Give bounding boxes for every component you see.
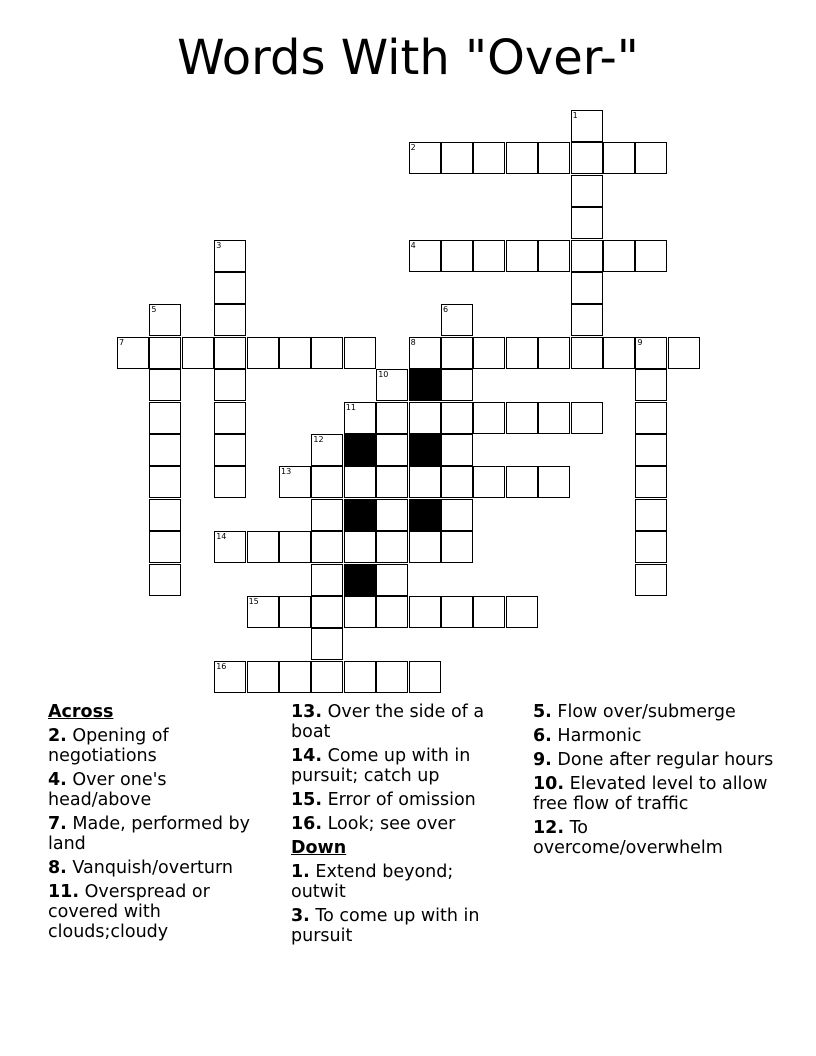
grid-cell[interactable] bbox=[344, 531, 376, 563]
cell-number: 12 bbox=[313, 435, 324, 444]
grid-cell[interactable] bbox=[279, 531, 311, 563]
grid-cell[interactable] bbox=[117, 337, 149, 369]
grid-cell[interactable] bbox=[571, 272, 603, 304]
clue-number: 9. bbox=[533, 750, 552, 770]
grid-cell[interactable] bbox=[441, 434, 473, 466]
grid-cell[interactable] bbox=[214, 531, 246, 563]
grid-cell[interactable] bbox=[473, 240, 505, 272]
grid-cell[interactable] bbox=[441, 499, 473, 531]
clue-across-4 bbox=[48, 770, 268, 810]
grid-cell[interactable] bbox=[409, 661, 441, 693]
grid-cell[interactable] bbox=[571, 207, 603, 239]
grid-cell[interactable] bbox=[473, 596, 505, 628]
grid-cell[interactable] bbox=[214, 304, 246, 336]
grid-cell[interactable] bbox=[409, 240, 441, 272]
grid-cell[interactable] bbox=[506, 402, 538, 434]
grid-cell[interactable] bbox=[635, 369, 667, 401]
grid-cell[interactable] bbox=[214, 272, 246, 304]
grid-block bbox=[409, 499, 441, 531]
clue-across-14 bbox=[291, 746, 511, 786]
grid-cell[interactable] bbox=[311, 564, 343, 596]
clue-number: 1. bbox=[291, 862, 310, 882]
clue-across-11 bbox=[48, 882, 268, 942]
clue-text: Extend beyond; outwit bbox=[291, 862, 454, 902]
clue-number: 6. bbox=[533, 726, 552, 746]
grid-cell[interactable] bbox=[311, 628, 343, 660]
grid-block bbox=[409, 369, 441, 401]
grid-cell[interactable] bbox=[635, 240, 667, 272]
grid-cell[interactable] bbox=[376, 661, 408, 693]
grid-cell[interactable] bbox=[538, 337, 570, 369]
grid-cell[interactable] bbox=[635, 564, 667, 596]
clue-number: 12. bbox=[533, 818, 565, 838]
grid-cell[interactable] bbox=[409, 531, 441, 563]
grid-cell[interactable] bbox=[441, 531, 473, 563]
grid-cell[interactable] bbox=[311, 531, 343, 563]
grid-cell[interactable] bbox=[506, 142, 538, 174]
clue-down-3 bbox=[291, 906, 511, 946]
grid-cell[interactable] bbox=[311, 434, 343, 466]
grid-cell[interactable] bbox=[538, 142, 570, 174]
grid-cell[interactable] bbox=[376, 564, 408, 596]
grid-block bbox=[344, 434, 376, 466]
cell-number: 5 bbox=[151, 305, 157, 315]
grid-cell[interactable] bbox=[247, 337, 279, 369]
clue-text: Come up with in pursuit; catch up bbox=[291, 746, 471, 786]
grid-cell[interactable] bbox=[473, 466, 505, 498]
clue-text: Over the side of a boat bbox=[291, 702, 485, 742]
clue-number: 13. bbox=[291, 702, 323, 722]
clue-number: 16. bbox=[291, 814, 323, 834]
grid-cell[interactable] bbox=[311, 499, 343, 531]
grid-cell[interactable] bbox=[214, 402, 246, 434]
grid-cell[interactable] bbox=[247, 661, 279, 693]
cell-number: 11 bbox=[345, 402, 356, 412]
grid-cell[interactable] bbox=[376, 402, 408, 434]
grid-cell[interactable] bbox=[149, 434, 181, 466]
down-heading: Down bbox=[291, 838, 347, 858]
clue-text: Made, performed by land bbox=[48, 814, 251, 854]
grid-cell[interactable] bbox=[635, 142, 667, 174]
grid-cell[interactable] bbox=[473, 402, 505, 434]
grid-cell[interactable] bbox=[311, 661, 343, 693]
grid-cell[interactable] bbox=[473, 142, 505, 174]
cell-number: 2 bbox=[410, 143, 416, 153]
grid-cell[interactable] bbox=[603, 337, 635, 369]
grid-cell[interactable] bbox=[149, 499, 181, 531]
grid-cell[interactable] bbox=[214, 466, 246, 498]
grid-cell[interactable] bbox=[376, 499, 408, 531]
clue-text: Look; see over bbox=[327, 814, 456, 834]
grid-cell[interactable] bbox=[149, 402, 181, 434]
cell-number: 16 bbox=[216, 661, 227, 671]
clue-number: 5. bbox=[533, 702, 552, 722]
cell-number: 3 bbox=[216, 240, 222, 250]
clue-text: To come up with in pursuit bbox=[291, 906, 480, 946]
clue-text: Over one's head/above bbox=[48, 770, 167, 810]
clue-number: 14. bbox=[291, 746, 323, 766]
grid-cell[interactable] bbox=[473, 337, 505, 369]
grid-cell[interactable] bbox=[182, 337, 214, 369]
grid-cell[interactable] bbox=[635, 402, 667, 434]
clue-text: Error of omission bbox=[327, 790, 476, 810]
grid-cell[interactable] bbox=[409, 466, 441, 498]
grid-cell[interactable] bbox=[571, 304, 603, 336]
grid-cell[interactable] bbox=[376, 531, 408, 563]
clue-across-8 bbox=[48, 858, 268, 878]
grid-cell[interactable] bbox=[279, 661, 311, 693]
grid-cell[interactable] bbox=[506, 466, 538, 498]
clue-across-15 bbox=[291, 790, 511, 810]
clue-number: 15. bbox=[291, 790, 323, 810]
grid-cell[interactable] bbox=[344, 337, 376, 369]
grid-cell[interactable] bbox=[635, 434, 667, 466]
grid-cell[interactable] bbox=[247, 531, 279, 563]
grid-cell[interactable] bbox=[635, 499, 667, 531]
clue-down-6 bbox=[533, 726, 783, 746]
grid-cell[interactable] bbox=[409, 402, 441, 434]
grid-cell[interactable] bbox=[538, 402, 570, 434]
cell-number: 6 bbox=[443, 305, 449, 315]
grid-cell[interactable] bbox=[409, 142, 441, 174]
clue-text: Overspread or covered with clouds;cloudy bbox=[48, 882, 210, 942]
clue-down-12 bbox=[533, 818, 783, 858]
grid-block bbox=[409, 434, 441, 466]
grid-cell[interactable] bbox=[571, 175, 603, 207]
grid-cell[interactable] bbox=[149, 466, 181, 498]
grid-cell[interactable] bbox=[149, 564, 181, 596]
clue-number: 3. bbox=[291, 906, 310, 926]
clue-number: 11. bbox=[48, 882, 80, 902]
clue-across-13 bbox=[291, 702, 511, 742]
grid-cell[interactable] bbox=[311, 337, 343, 369]
grid-cell[interactable] bbox=[279, 337, 311, 369]
grid-cell[interactable] bbox=[506, 596, 538, 628]
grid-block bbox=[344, 564, 376, 596]
puzzle-title: Words With "Over-" bbox=[177, 30, 639, 86]
cell-number: 4 bbox=[410, 240, 416, 250]
grid-cell[interactable] bbox=[571, 402, 603, 434]
grid-cell[interactable] bbox=[635, 337, 667, 369]
grid-cell[interactable] bbox=[344, 466, 376, 498]
grid-cell[interactable] bbox=[376, 369, 408, 401]
clue-text: Flow over/submerge bbox=[557, 702, 736, 722]
grid-cell[interactable] bbox=[635, 466, 667, 498]
grid-cell[interactable] bbox=[247, 596, 279, 628]
cell-number: 9 bbox=[637, 337, 643, 347]
grid-cell[interactable] bbox=[344, 402, 376, 434]
grid-cell[interactable] bbox=[311, 596, 343, 628]
cell-number: 13 bbox=[281, 467, 292, 477]
clues-column-1 bbox=[48, 702, 268, 946]
grid-cell[interactable] bbox=[376, 596, 408, 628]
grid-cell[interactable] bbox=[441, 466, 473, 498]
clue-across-16 bbox=[291, 814, 511, 834]
clue-text: Vanquish/overturn bbox=[72, 858, 233, 878]
grid-cell[interactable] bbox=[214, 661, 246, 693]
clues-column-2 bbox=[291, 702, 511, 950]
clue-down-1 bbox=[291, 862, 511, 902]
grid-cell[interactable] bbox=[441, 402, 473, 434]
grid-cell[interactable] bbox=[571, 337, 603, 369]
cell-number: 1 bbox=[572, 111, 578, 120]
clue-text: Opening of negotiations bbox=[48, 726, 169, 766]
grid-cell[interactable] bbox=[409, 337, 441, 369]
grid-cell[interactable] bbox=[603, 142, 635, 174]
clue-down-5 bbox=[533, 702, 783, 722]
grid-cell[interactable] bbox=[344, 596, 376, 628]
across-heading: Across bbox=[48, 702, 114, 722]
clue-number: 2. bbox=[48, 726, 67, 746]
grid-cell[interactable] bbox=[149, 369, 181, 401]
grid-cell[interactable] bbox=[214, 337, 246, 369]
grid-cell[interactable] bbox=[441, 337, 473, 369]
grid-cell[interactable] bbox=[635, 531, 667, 563]
grid-cell[interactable] bbox=[409, 596, 441, 628]
grid-block bbox=[344, 499, 376, 531]
clue-number: 7. bbox=[48, 814, 67, 834]
grid-cell[interactable] bbox=[506, 240, 538, 272]
grid-cell[interactable] bbox=[441, 369, 473, 401]
grid-cell[interactable] bbox=[214, 369, 246, 401]
clue-text: Harmonic bbox=[557, 726, 642, 746]
clue-down-10 bbox=[533, 774, 783, 814]
grid-cell[interactable] bbox=[149, 337, 181, 369]
cell-number: 7 bbox=[119, 337, 125, 347]
grid-cell[interactable] bbox=[214, 240, 246, 272]
cell-number: 8 bbox=[410, 337, 416, 347]
clue-number: 10. bbox=[533, 774, 565, 794]
cell-number: 10 bbox=[378, 370, 389, 380]
clue-number: 8. bbox=[48, 858, 67, 878]
clue-text: Elevated level to allow free flow of traffic bbox=[533, 774, 768, 814]
clue-text: To overcome/overwhelm bbox=[533, 818, 723, 858]
grid-cell[interactable] bbox=[376, 434, 408, 466]
grid-cell[interactable] bbox=[571, 240, 603, 272]
grid-cell[interactable] bbox=[441, 240, 473, 272]
clue-across-7 bbox=[48, 814, 268, 854]
clue-down-9 bbox=[533, 750, 783, 770]
grid-cell[interactable] bbox=[441, 142, 473, 174]
clue-text: Done after regular hours bbox=[557, 750, 774, 770]
grid-cell[interactable] bbox=[506, 337, 538, 369]
clues-column-3 bbox=[533, 702, 783, 862]
grid-cell[interactable] bbox=[279, 466, 311, 498]
grid-cell[interactable] bbox=[538, 240, 570, 272]
grid-cell[interactable] bbox=[603, 240, 635, 272]
grid-cell[interactable] bbox=[441, 304, 473, 336]
grid-cell[interactable] bbox=[311, 466, 343, 498]
grid-cell[interactable] bbox=[571, 142, 603, 174]
grid-cell[interactable] bbox=[149, 531, 181, 563]
grid-cell[interactable] bbox=[538, 466, 570, 498]
grid-cell[interactable] bbox=[571, 110, 603, 142]
clue-number: 4. bbox=[48, 770, 67, 790]
grid-cell[interactable] bbox=[214, 434, 246, 466]
cell-number: 14 bbox=[216, 532, 227, 542]
grid-cell[interactable] bbox=[376, 466, 408, 498]
grid-cell[interactable] bbox=[441, 596, 473, 628]
grid-cell[interactable] bbox=[149, 304, 181, 336]
grid-cell[interactable] bbox=[668, 337, 700, 369]
grid-cell[interactable] bbox=[279, 596, 311, 628]
grid-cell[interactable] bbox=[344, 661, 376, 693]
cell-number: 15 bbox=[248, 597, 259, 606]
clue-across-2 bbox=[48, 726, 268, 766]
